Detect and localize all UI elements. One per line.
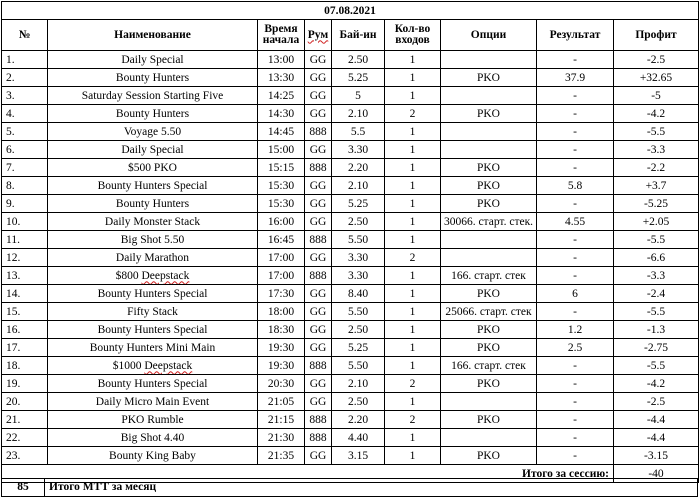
cell-profit: -5	[614, 87, 699, 105]
cell-num: 15.	[2, 303, 48, 321]
cell-entries: 2	[385, 105, 441, 123]
cell-entries: 1	[385, 87, 441, 105]
cell-entries: 1	[385, 177, 441, 195]
cell-entries: 1	[385, 393, 441, 411]
table-row	[2, 69, 699, 87]
spellcheck-word: Deepstack	[144, 359, 193, 372]
cell-entries: 2	[385, 249, 441, 267]
cell-time: 13:30	[258, 69, 305, 87]
cell-buyin: 2.10	[332, 105, 385, 123]
cell-num: 17.	[2, 339, 48, 357]
table-row	[2, 177, 699, 195]
cell-buyin: 8.40	[332, 285, 385, 303]
cell-buyin: 2.50	[332, 321, 385, 339]
month-mtt-count: 85	[2, 479, 45, 496]
cell-profit: -3.15	[614, 447, 699, 465]
cell-name: PKO Rumble	[48, 411, 258, 429]
cell-time: 21:35	[258, 447, 305, 465]
cell-num: 10.	[2, 213, 48, 231]
cell-result: -	[537, 393, 614, 411]
cell-num: 7.	[2, 159, 48, 177]
cell-entries: 1	[385, 195, 441, 213]
cell-result: -	[537, 159, 614, 177]
cell-time: 16:00	[258, 213, 305, 231]
table-row	[2, 231, 699, 249]
cell-num: 20.	[2, 393, 48, 411]
cell-room: 888	[305, 429, 332, 447]
table-row	[2, 51, 699, 69]
cell-time: 15:30	[258, 177, 305, 195]
cell-num: 18.	[2, 357, 48, 375]
cell-buyin: 2.20	[332, 411, 385, 429]
cell-name: Bounty Hunters	[48, 105, 258, 123]
cell-result: -	[537, 375, 614, 393]
cell-buyin: 5.25	[332, 195, 385, 213]
cell-buyin: 3.30	[332, 267, 385, 285]
table-row	[2, 303, 699, 321]
cell-options: PKO	[441, 69, 537, 87]
cell-profit: +32.65	[614, 69, 699, 87]
cell-num: 9.	[2, 195, 48, 213]
table-row	[2, 411, 699, 429]
cell-buyin: 5.50	[332, 357, 385, 375]
cell-profit: -5.5	[614, 231, 699, 249]
table-row	[2, 213, 699, 231]
cell-options	[441, 87, 537, 105]
cell-entries: 2	[385, 375, 441, 393]
cell-result: -	[537, 303, 614, 321]
cell-profit: -4.4	[614, 429, 699, 447]
cell-buyin: 2.20	[332, 159, 385, 177]
cell-entries: 1	[385, 51, 441, 69]
cell-time: 21:05	[258, 393, 305, 411]
session-total-value: -40	[614, 465, 699, 483]
cell-buyin: 2.50	[332, 393, 385, 411]
cell-time: 14:45	[258, 123, 305, 141]
cell-result: -	[537, 105, 614, 123]
cell-room: GG	[305, 447, 332, 465]
cell-time: 15:30	[258, 195, 305, 213]
cell-entries: 1	[385, 303, 441, 321]
cell-room: GG	[305, 321, 332, 339]
cell-result: -	[537, 429, 614, 447]
header-profit: Профит	[614, 20, 699, 51]
cell-num: 2.	[2, 69, 48, 87]
cell-options: 30066. старт. стек.	[441, 213, 537, 231]
cell-buyin: 3.15	[332, 447, 385, 465]
cell-name: Bounty Hunters	[48, 69, 258, 87]
cell-time: 19:30	[258, 339, 305, 357]
cell-time: 15:00	[258, 141, 305, 159]
cell-result: 5.8	[537, 177, 614, 195]
cell-name: Bounty Hunters Special	[48, 177, 258, 195]
cell-options: PKO	[441, 177, 537, 195]
cell-name: Big Shot 4.40	[48, 429, 258, 447]
header-time: Время начала	[258, 20, 305, 51]
table-row	[2, 195, 699, 213]
cell-profit: -4.2	[614, 105, 699, 123]
cell-num: 21.	[2, 411, 48, 429]
header-entries: Кол-во входов	[385, 20, 441, 51]
cell-time: 15:15	[258, 159, 305, 177]
cell-options	[441, 51, 537, 69]
session-date: 07.08.2021	[2, 2, 699, 20]
table-row	[2, 357, 699, 375]
cell-time: 13:00	[258, 51, 305, 69]
cell-entries: 1	[385, 141, 441, 159]
cell-num: 19.	[2, 375, 48, 393]
cell-room: GG	[305, 141, 332, 159]
cell-name: Daily Micro Main Event	[48, 393, 258, 411]
cell-buyin: 4.40	[332, 429, 385, 447]
cell-options	[441, 429, 537, 447]
cell-name: Bounty Hunters Special	[48, 321, 258, 339]
table-row	[2, 87, 699, 105]
table-row	[2, 393, 699, 411]
cell-time: 14:30	[258, 105, 305, 123]
cell-name: Bounty Hunters Special	[48, 285, 258, 303]
cell-entries: 1	[385, 447, 441, 465]
cell-num: 11.	[2, 231, 48, 249]
cell-time: 17:30	[258, 285, 305, 303]
cell-entries: 1	[385, 267, 441, 285]
cell-profit: -5.5	[614, 357, 699, 375]
cell-num: 1.	[2, 51, 48, 69]
cell-room: GG	[305, 177, 332, 195]
cell-time: 21:15	[258, 411, 305, 429]
cell-name: Voyage 5.50	[48, 123, 258, 141]
table-row	[2, 267, 699, 285]
cell-result: -	[537, 231, 614, 249]
cell-room: GG	[305, 303, 332, 321]
cell-options: PKO	[441, 321, 537, 339]
month-summary	[1, 478, 698, 497]
cell-num: 8.	[2, 177, 48, 195]
cell-name: Bounty King Baby	[48, 447, 258, 465]
cell-num: 23.	[2, 447, 48, 465]
table-row	[2, 429, 699, 447]
table-row	[2, 447, 699, 465]
cell-options: PKO	[441, 195, 537, 213]
cell-time: 18:00	[258, 303, 305, 321]
table-row	[2, 375, 699, 393]
cell-room: GG	[305, 285, 332, 303]
table-row	[2, 285, 699, 303]
table-row	[2, 249, 699, 267]
cell-result: -	[537, 267, 614, 285]
cell-profit: -2.75	[614, 339, 699, 357]
cell-result: 2.5	[537, 339, 614, 357]
cell-entries: 1	[385, 159, 441, 177]
cell-num: 22.	[2, 429, 48, 447]
cell-name: $800 Deepstack	[48, 267, 258, 285]
cell-room: 888	[305, 267, 332, 285]
cell-room: GG	[305, 105, 332, 123]
cell-profit: +3.7	[614, 177, 699, 195]
cell-room: GG	[305, 339, 332, 357]
cell-options: 166. старт. стек	[441, 267, 537, 285]
session-table	[1, 1, 699, 483]
cell-result: -	[537, 141, 614, 159]
cell-num: 12.	[2, 249, 48, 267]
cell-time: 19:30	[258, 357, 305, 375]
cell-name: Bounty Hunters Special	[48, 375, 258, 393]
cell-room: GG	[305, 375, 332, 393]
cell-entries: 1	[385, 357, 441, 375]
cell-result: 1.2	[537, 321, 614, 339]
cell-buyin: 5.25	[332, 69, 385, 87]
cell-num: 16.	[2, 321, 48, 339]
cell-buyin: 3.30	[332, 249, 385, 267]
cell-buyin: 5.50	[332, 303, 385, 321]
cell-options: PKO	[441, 375, 537, 393]
header-room	[305, 20, 332, 51]
cell-options: PKO	[441, 159, 537, 177]
cell-room: GG	[305, 69, 332, 87]
table-row	[2, 321, 699, 339]
cell-profit: -2.2	[614, 159, 699, 177]
table-row	[2, 159, 699, 177]
cell-room: 888	[305, 357, 332, 375]
spellcheck-word: Deepstack	[141, 269, 190, 282]
cell-room: 888	[305, 159, 332, 177]
cell-profit: -5.5	[614, 303, 699, 321]
cell-entries: 2	[385, 411, 441, 429]
cell-result: -	[537, 123, 614, 141]
cell-result: 37.9	[537, 69, 614, 87]
cell-profit: -2.5	[614, 51, 699, 69]
cell-profit: -2.4	[614, 285, 699, 303]
cell-options: 166. старт. стек	[441, 357, 537, 375]
header-options: Опции	[441, 20, 537, 51]
cell-result: -	[537, 249, 614, 267]
cell-result: -	[537, 195, 614, 213]
table-row	[2, 339, 699, 357]
cell-result: 6	[537, 285, 614, 303]
table-row	[2, 123, 699, 141]
table-body	[2, 51, 699, 465]
cell-buyin: 3.30	[332, 141, 385, 159]
cell-time: 18:30	[258, 321, 305, 339]
cell-buyin: 5.50	[332, 231, 385, 249]
cell-profit: -4.4	[614, 411, 699, 429]
cell-room: GG	[305, 195, 332, 213]
cell-name: Daily Marathon	[48, 249, 258, 267]
header-buyin: Бай-ин	[332, 20, 385, 51]
cell-buyin: 2.50	[332, 51, 385, 69]
cell-options: PKO	[441, 447, 537, 465]
cell-entries: 1	[385, 339, 441, 357]
cell-room: 888	[305, 231, 332, 249]
cell-num: 6.	[2, 141, 48, 159]
cell-room: GG	[305, 213, 332, 231]
cell-profit: -6.6	[614, 249, 699, 267]
cell-time: 16:45	[258, 231, 305, 249]
header-name: Наименование	[48, 20, 258, 51]
cell-options: PKO	[441, 411, 537, 429]
cell-options: PKO	[441, 339, 537, 357]
cell-time: 17:00	[258, 249, 305, 267]
cell-profit: -5.5	[614, 123, 699, 141]
cell-profit: -3.3	[614, 141, 699, 159]
cell-name: Big Shot 5.50	[48, 231, 258, 249]
cell-num: 5.	[2, 123, 48, 141]
cell-num: 13.	[2, 267, 48, 285]
cell-room: GG	[305, 393, 332, 411]
cell-name: Bounty Hunters Mini Main	[48, 339, 258, 357]
cell-buyin: 5	[332, 87, 385, 105]
cell-profit: +2.05	[614, 213, 699, 231]
header-num: №	[2, 20, 48, 51]
cell-num: 4.	[2, 105, 48, 123]
cell-entries: 1	[385, 123, 441, 141]
session-total-label: Итого за сессию:	[2, 465, 614, 483]
cell-entries: 1	[385, 213, 441, 231]
header-result: Результат	[537, 20, 614, 51]
cell-buyin: 2.10	[332, 177, 385, 195]
cell-name: Saturday Session Starting Five	[48, 87, 258, 105]
cell-result: -	[537, 447, 614, 465]
cell-options: 25066. старт. стек	[441, 303, 537, 321]
cell-buyin: 5.25	[332, 339, 385, 357]
cell-profit: -4.2	[614, 375, 699, 393]
cell-options	[441, 123, 537, 141]
cell-entries: 1	[385, 69, 441, 87]
cell-buyin: 5.5	[332, 123, 385, 141]
cell-time: 14:25	[258, 87, 305, 105]
cell-options	[441, 249, 537, 267]
cell-buyin: 2.10	[332, 375, 385, 393]
header-room-text: Рум	[307, 28, 329, 41]
table-row	[2, 141, 699, 159]
cell-room: GG	[305, 87, 332, 105]
cell-options	[441, 393, 537, 411]
cell-name: Daily Special	[48, 51, 258, 69]
cell-result: -	[537, 411, 614, 429]
cell-time: 20:30	[258, 375, 305, 393]
cell-profit: -5.25	[614, 195, 699, 213]
cell-profit: -1.3	[614, 321, 699, 339]
cell-options	[441, 141, 537, 159]
cell-name: $500 PKO	[48, 159, 258, 177]
cell-result: 4.55	[537, 213, 614, 231]
cell-name: $1000 Deepstack	[48, 357, 258, 375]
cell-profit: -3.3	[614, 267, 699, 285]
cell-profit: -2.5	[614, 393, 699, 411]
cell-num: 3.	[2, 87, 48, 105]
cell-options: PKO	[441, 105, 537, 123]
cell-room: GG	[305, 249, 332, 267]
cell-entries: 1	[385, 321, 441, 339]
cell-buyin: 2.50	[332, 213, 385, 231]
cell-time: 21:30	[258, 429, 305, 447]
cell-entries: 1	[385, 285, 441, 303]
cell-name: Fifty Stack	[48, 303, 258, 321]
cell-room: 888	[305, 123, 332, 141]
cell-result: -	[537, 51, 614, 69]
cell-options	[441, 231, 537, 249]
cell-name: Bounty Hunters	[48, 195, 258, 213]
cell-result: -	[537, 357, 614, 375]
cell-entries: 1	[385, 429, 441, 447]
cell-entries: 1	[385, 231, 441, 249]
cell-result: -	[537, 87, 614, 105]
table-row	[2, 105, 699, 123]
cell-name: Daily Special	[48, 141, 258, 159]
cell-num: 14.	[2, 285, 48, 303]
month-mtt-label: Итого МТТ за месяц	[49, 481, 157, 493]
cell-options: PKO	[441, 285, 537, 303]
cell-room: GG	[305, 51, 332, 69]
cell-time: 17:00	[258, 267, 305, 285]
cell-name: Daily Monster Stack	[48, 213, 258, 231]
cell-room: 888	[305, 411, 332, 429]
